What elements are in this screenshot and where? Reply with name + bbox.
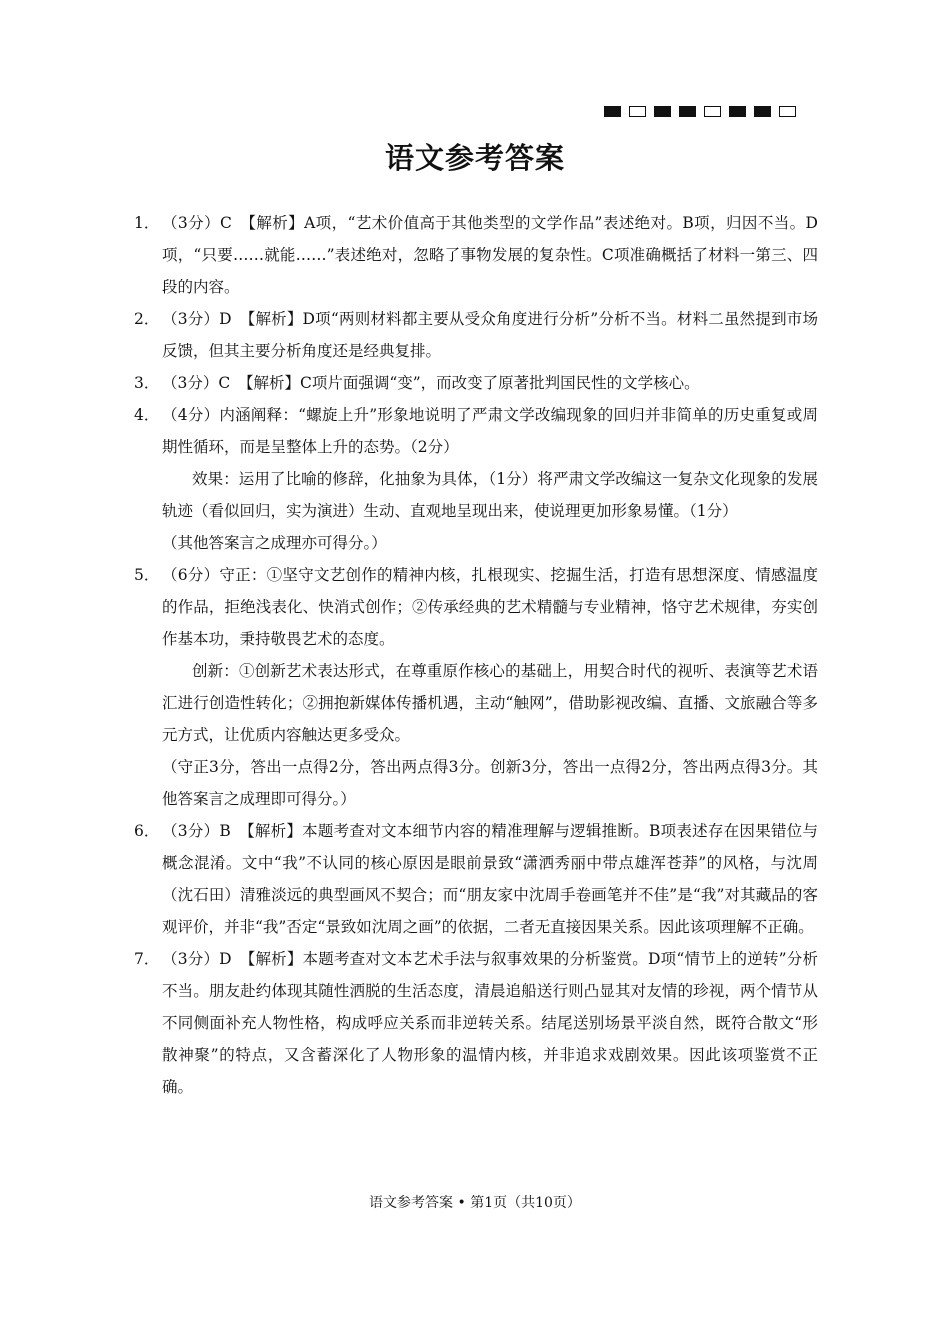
answer-number: 7． [134, 950, 160, 968]
answer-text: （3分）C 【解析】C项片面强调“变”，而改变了原著批判国民性的文学核心。 [162, 374, 700, 392]
page-title: 语文参考答案 [384, 141, 565, 175]
answer-item [134, 559, 818, 815]
answer-extra-paragraph: （守正3分，答出一点得2分，答出两点得3分。创新3分，答出一点得2分，答出两点得3分。其他答案言之成理即可得分。） [162, 758, 818, 808]
answer-number: 3． [134, 374, 160, 392]
filled-square-mark [604, 106, 621, 117]
answer-text: （3分）D 【解析】D项“两则材料都主要从受众角度进行分析”分析不当。材料二虽然提到市场反馈，但其主要分析角度还是经典复排。 [162, 310, 818, 360]
answer-extra-paragraph: 创新：①创新艺术表达形式，在尊重原作核心的基础上，用契合时代的视听、表演等艺术语汇进行创造性转化；②拥抱新媒体传播机遇，主动“触网”，借助影视改编、直播、文旅融合等多元方式，让优质内容触达更多受众。 [162, 662, 818, 744]
answer-item [134, 207, 818, 303]
answer-item [134, 303, 818, 367]
answer-text: （4分）内涵阐释：“螺旋上升”形象地说明了严肃文学改编现象的回归并非简单的历史重复或周期性循环，而是呈整体上升的态势。（2分） [162, 406, 818, 456]
answer-text: （3分）C 【解析】A项，“艺术价值高于其他类型的文学作品”表述绝对。B项，归因不当。D项，“只要……就能……”表述绝对，忽略了事物发展的复杂性。C项准确概括了材料一第三、四段的内容。 [162, 214, 818, 296]
answer-text: （3分）B 【解析】本题考查对文本细节内容的精准理解与逻辑推断。B项表述存在因果错位与概念混淆。文中“我”不认同的核心原因是眼前景致“潇洒秀丽中带点雄浑苍莽”的风格，与沈周（沈石田）清雅淡远的典型画风不契合；而“朋友家中沈周手卷画笔并不佳”是“我”对其藏品的客观评价，并非“我”否定“景致如沈周之画”的依据，二者无直接因果关系。因此该项理解不正确。 [162, 822, 818, 936]
answer-text: （3分）D 【解析】本题考查对文本艺术手法与叙事效果的分析鉴赏。D项“情节上的逆转”分析不当。朋友赴约体现其随性洒脱的生活态度，清晨追船送行则凸显其对友情的珍视，两个情节从不同侧面补充人物性格，构成呼应关系而非逆转关系。结尾送别场景平淡自然，既符合散文“形散神聚”的特点，又含蓄深化了人物形象的温情内核，并非追求戏剧效果。因此该项鉴赏不正确。 [162, 950, 818, 1096]
empty-square-mark [779, 106, 796, 117]
filled-square-mark [729, 106, 746, 117]
filled-square-mark [754, 106, 771, 117]
answer-number: 2． [134, 310, 160, 328]
filled-square-mark [679, 106, 696, 117]
answer-item [134, 399, 818, 559]
answer-number: 5． [134, 566, 160, 584]
answer-extra-paragraph: （其他答案言之成理亦可得分。） [162, 534, 387, 552]
answer-extra-paragraph: 效果：运用了比喻的修辞，化抽象为具体，（1分）将严肃文学改编这一复杂文化现象的发展轨迹（看似回归，实为演进）生动、直观地呈现出来，使说理更加形象易懂。（1分） [162, 470, 818, 520]
header-marks [604, 106, 796, 117]
answer-text: （6分）守正：①坚守文艺创作的精神内核，扎根现实、挖掘生活，打造有思想深度、情感温度的作品，拒绝浅表化、快消式创作；②传承经典的艺术精髓与专业精神，恪守艺术规律，夯实创作基本功，秉持敬畏艺术的态度。 [162, 566, 818, 648]
answer-list [134, 207, 818, 1103]
page-footer: 语文参考答案 • 第1页（共10页） [369, 1195, 581, 1211]
answer-item [134, 815, 818, 943]
answer-number: 6． [134, 822, 160, 840]
answer-item [134, 943, 818, 1103]
answer-item [134, 367, 818, 399]
empty-square-mark [704, 106, 721, 117]
answer-number: 4． [134, 406, 160, 424]
answer-number: 1． [134, 214, 160, 232]
empty-square-mark [629, 106, 646, 117]
filled-square-mark [654, 106, 671, 117]
